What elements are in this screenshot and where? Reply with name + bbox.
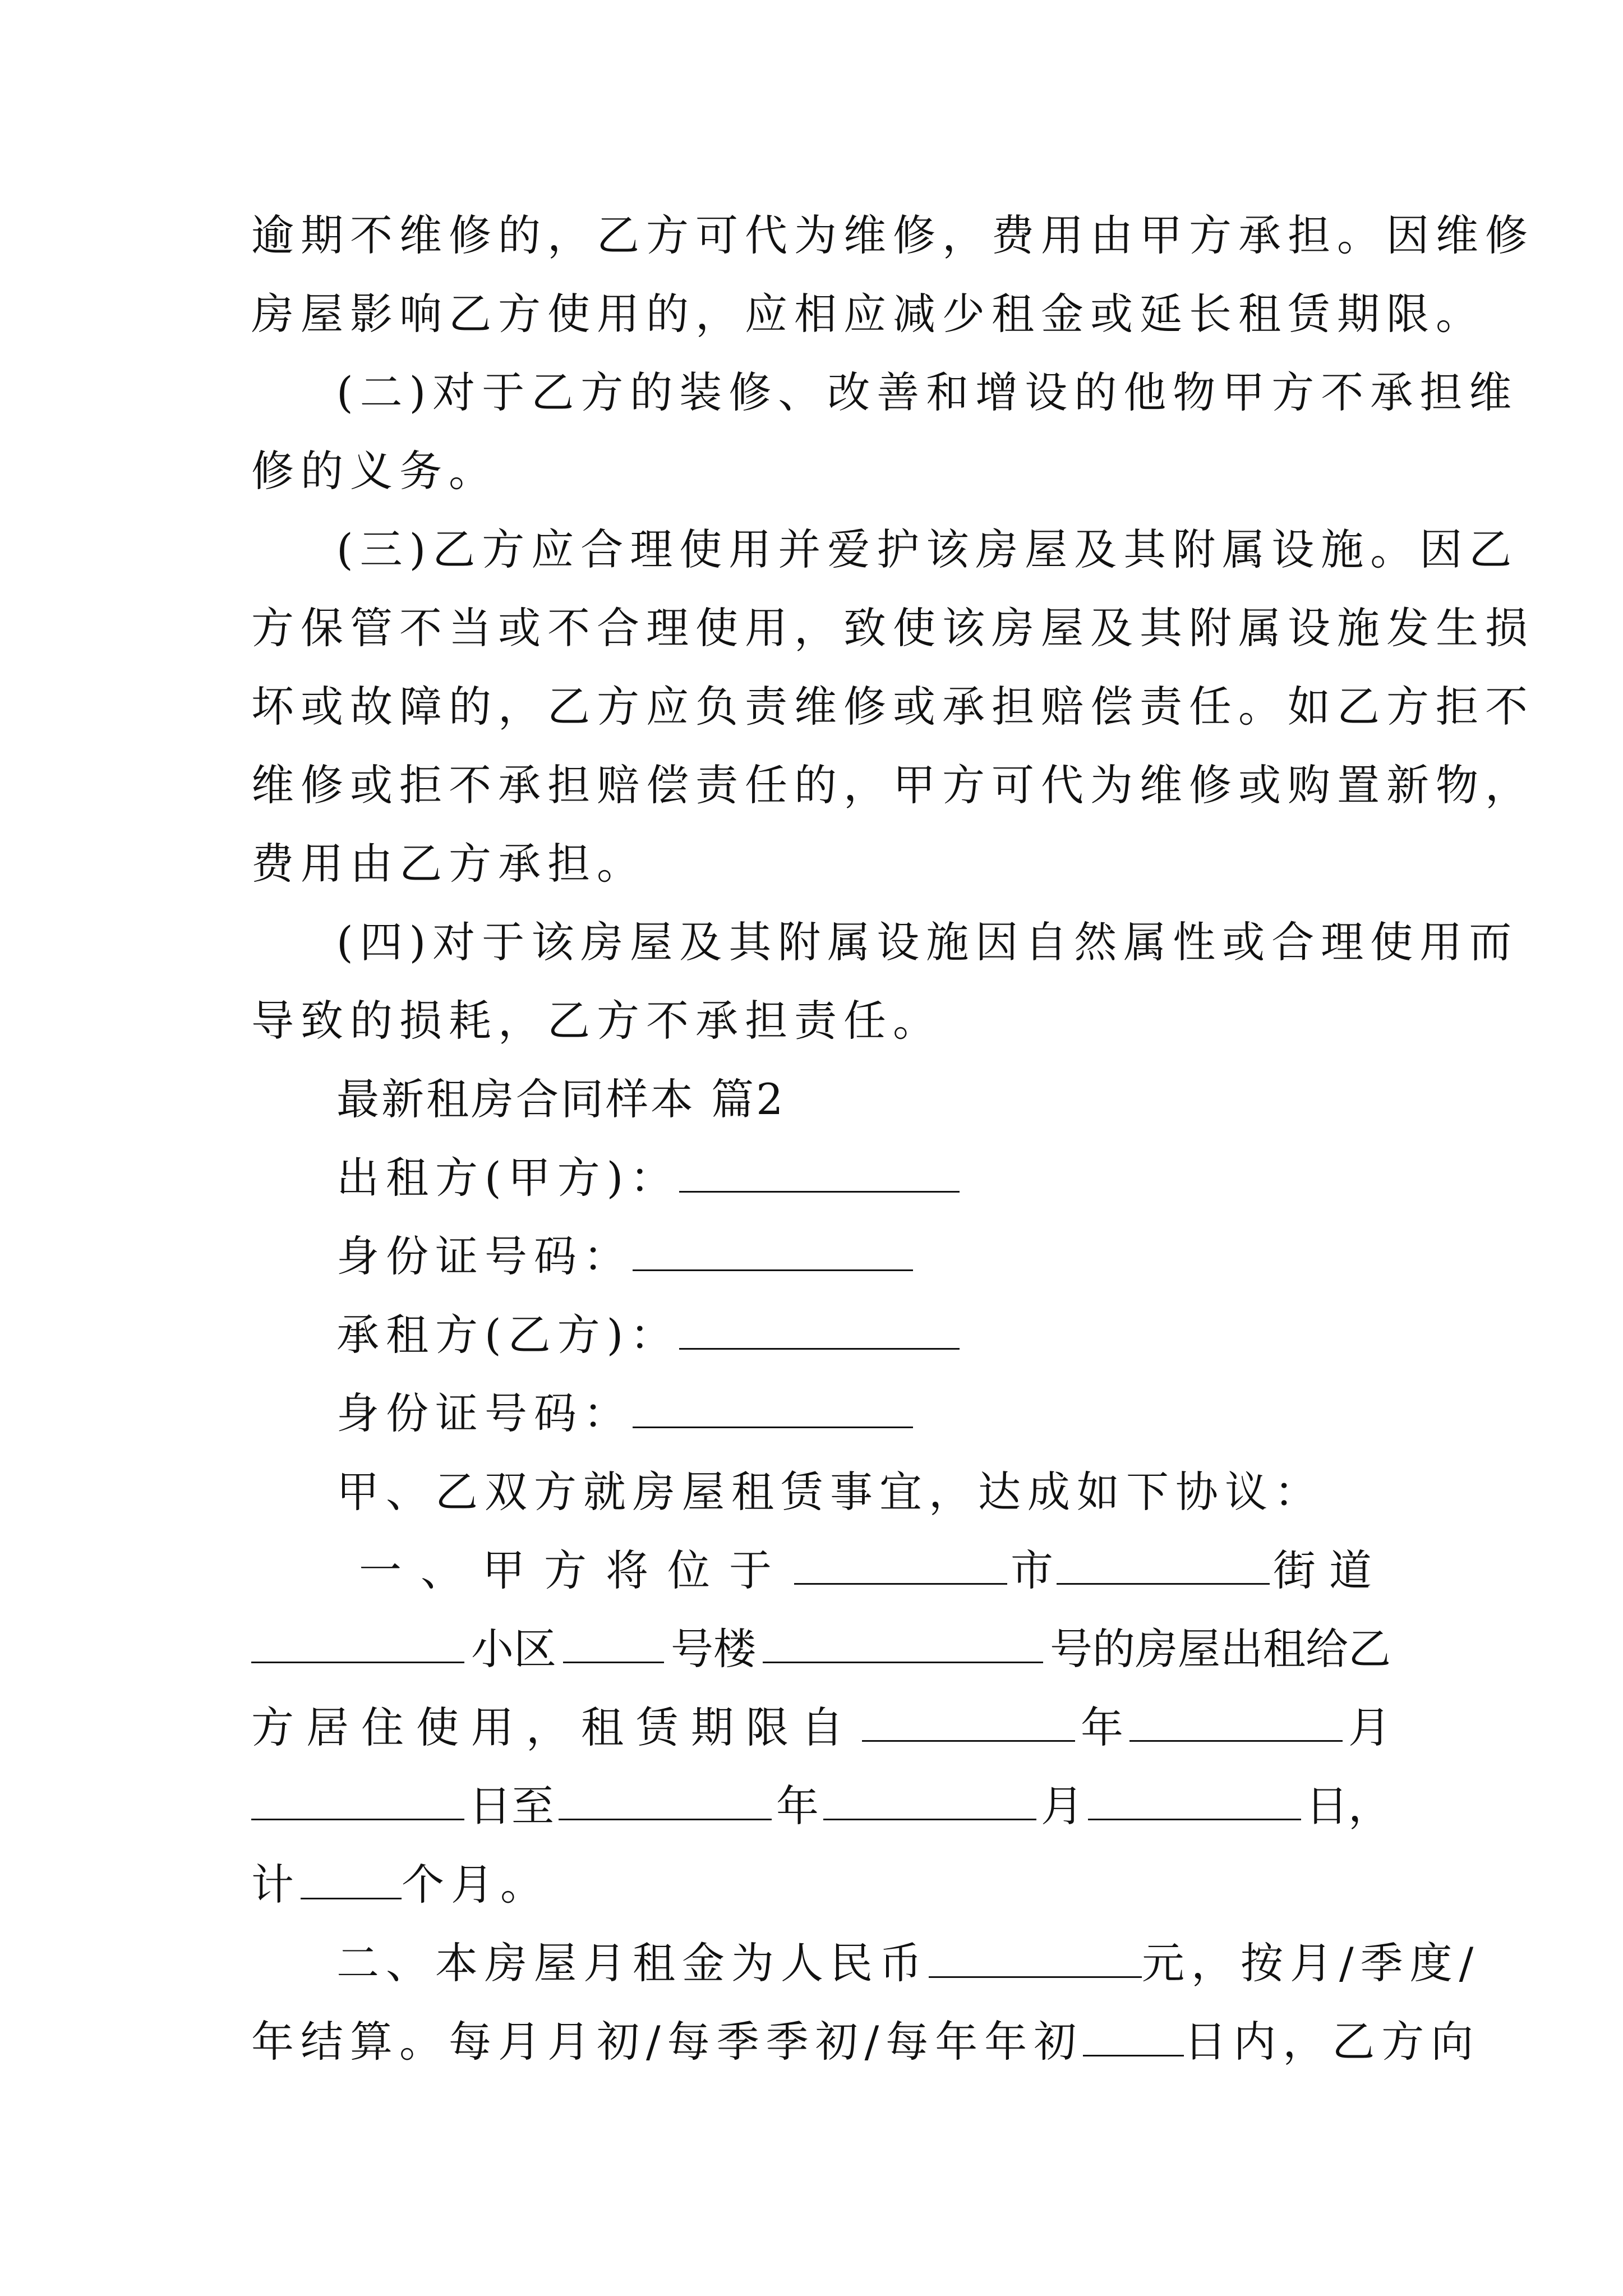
paragraph-line: 方保管不当或不合理使用，致使该房屋及其附属设施发生损 bbox=[251, 603, 1534, 653]
lessee-blank bbox=[679, 1309, 960, 1350]
lessee-field bbox=[336, 1308, 1476, 1362]
clause1-text: 日至 bbox=[469, 1781, 554, 1831]
community-blank bbox=[251, 1622, 464, 1663]
clause1-line3 bbox=[251, 1701, 1391, 1755]
clause1-text: 日， bbox=[1306, 1781, 1391, 1831]
lessee-id-label: 身份证号码： bbox=[336, 1388, 633, 1438]
rent-amount-blank bbox=[929, 1937, 1142, 1978]
clause1-line2 bbox=[251, 1622, 1391, 1676]
clause1-text: 月 bbox=[1041, 1781, 1083, 1831]
lessor-id-label: 身份证号码： bbox=[336, 1231, 633, 1281]
clause1-text: 街道 bbox=[1273, 1545, 1385, 1595]
end-month-blank bbox=[823, 1779, 1036, 1820]
lessor-blank bbox=[679, 1152, 960, 1193]
start-year-blank bbox=[862, 1701, 1075, 1742]
lessee-id-field bbox=[336, 1387, 1476, 1441]
clause2-text: 日内，乙方向 bbox=[1184, 2017, 1481, 2067]
clause1-text: 年 bbox=[1081, 1703, 1123, 1752]
clause1-text: 计 bbox=[251, 1860, 301, 1910]
payment-days-blank bbox=[1083, 2016, 1184, 2056]
clause1-text: 方居住使用，租赁期限自 bbox=[251, 1703, 856, 1752]
clause2-line2 bbox=[251, 2015, 1481, 2069]
lessee-id-blank bbox=[633, 1387, 913, 1428]
clause1-line5 bbox=[251, 1858, 1391, 1912]
city-blank bbox=[794, 1544, 1007, 1585]
clause2-text: 二、本房屋月租金为人民币 bbox=[336, 1938, 929, 1988]
start-month-blank bbox=[1129, 1701, 1343, 1742]
clause1-line1 bbox=[359, 1544, 1385, 1598]
clause1-text: 年 bbox=[776, 1781, 819, 1831]
paragraph-line: 费用由乙方承担。 bbox=[251, 839, 646, 889]
paragraph-line: (三)乙方应合理使用并爱护该房屋及其附属设施。因乙 bbox=[336, 524, 1519, 574]
paragraph-line: (二)对于乙方的装修、改善和增设的他物甲方不承担维 bbox=[336, 367, 1519, 417]
months-blank bbox=[301, 1858, 402, 1899]
paragraph-line: 导致的损耗，乙方不承担责任。 bbox=[251, 996, 942, 1046]
lessor-id-field bbox=[336, 1230, 1476, 1283]
paragraph-line: 修的义务。 bbox=[251, 446, 498, 496]
clause1-text: 一、甲方将位于 bbox=[359, 1545, 791, 1595]
clause1-text: 小区 bbox=[471, 1624, 556, 1674]
clause2-text: 元，按月/季度/ bbox=[1142, 1938, 1481, 1988]
building-blank bbox=[563, 1622, 664, 1663]
paragraph-line: 维修或拒不承担赔偿责任的，甲方可代为维修或购置新物， bbox=[251, 760, 1534, 810]
paragraph-line: 坏或故障的，乙方应负责维修或承担赔偿责任。如乙方拒不 bbox=[251, 682, 1534, 731]
start-day-blank bbox=[251, 1779, 464, 1820]
clause1-text: 市 bbox=[1011, 1545, 1053, 1595]
end-day-blank bbox=[1088, 1779, 1301, 1820]
clause1-text: 个月。 bbox=[402, 1860, 550, 1910]
paragraph-line: 房屋影响乙方使用的，应相应减少租金或延长租赁期限。 bbox=[251, 289, 1485, 339]
clause1-text: 月 bbox=[1348, 1703, 1391, 1752]
lessee-label: 承租方(乙方)： bbox=[336, 1310, 680, 1360]
clause1-line4 bbox=[251, 1779, 1391, 1833]
lessor-label: 出租方(甲方)： bbox=[336, 1153, 680, 1203]
street-blank bbox=[1057, 1544, 1270, 1585]
clause2-text: 年结算。每月月初/每季季初/每年年初 bbox=[251, 2017, 1083, 2067]
lessor-id-blank bbox=[633, 1230, 913, 1271]
end-year-blank bbox=[559, 1779, 772, 1820]
agreement-intro: 甲、乙双方就房屋租赁事宜，达成如下协议： bbox=[336, 1467, 1324, 1517]
clause1-text: 号楼 bbox=[671, 1624, 756, 1674]
lessor-field bbox=[336, 1151, 1476, 1205]
paragraph-line: 逾期不维修的，乙方可代为维修，费用由甲方承担。因维修 bbox=[251, 210, 1534, 260]
unit-blank bbox=[763, 1622, 1043, 1663]
section-heading: 最新租房合同样本 篇2 bbox=[336, 1074, 786, 1124]
clause2-line1 bbox=[336, 1936, 1481, 1990]
clause1-text: 号的房屋出租给乙 bbox=[1050, 1624, 1391, 1674]
paragraph-line: (四)对于该房屋及其附属设施因自然属性或合理使用而 bbox=[336, 917, 1519, 967]
